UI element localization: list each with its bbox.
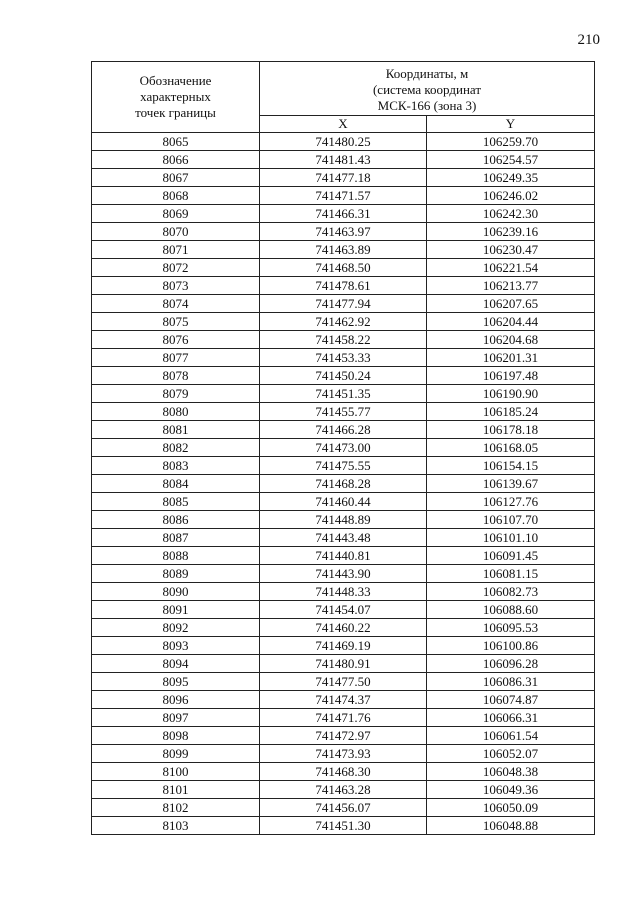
table-row [92,691,595,709]
coordinates-table [91,61,595,835]
x-coordinate-cell: 741473.00 [260,439,427,457]
x-coordinate-cell: 741468.28 [260,475,427,493]
y-coordinate-cell: 106050.09 [427,799,595,817]
page-number: 210 [577,32,600,48]
y-coordinate-cell: 106168.05 [427,439,595,457]
y-coordinate-cell: 106082.73 [427,583,595,601]
x-coordinate-cell: 741469.19 [260,637,427,655]
point-id-cell: 8090 [92,583,260,601]
x-coordinate-cell: 741462.92 [260,313,427,331]
point-id-cell: 8101 [92,781,260,799]
table-row [92,799,595,817]
x-coordinate-cell: 741458.22 [260,331,427,349]
points-header-label: Обозначение характерных точек границы [135,73,216,120]
table-row [92,583,595,601]
point-id-cell: 8084 [92,475,260,493]
table-row [92,763,595,781]
y-coordinate-cell: 106091.45 [427,547,595,565]
x-column-header: X [260,116,427,133]
y-coordinate-cell: 106107.70 [427,511,595,529]
point-id-cell: 8075 [92,313,260,331]
table-row [92,295,595,313]
x-coordinate-cell: 741453.33 [260,349,427,367]
y-coordinate-cell: 106048.38 [427,763,595,781]
x-coordinate-cell: 741480.91 [260,655,427,673]
table-row [92,655,595,673]
x-coordinate-cell: 741477.94 [260,295,427,313]
table-row [92,205,595,223]
x-coordinate-cell: 741451.35 [260,385,427,403]
table-row [92,403,595,421]
x-coordinate-cell: 741471.57 [260,187,427,205]
y-coordinate-cell: 106127.76 [427,493,595,511]
y-coordinate-cell: 106190.90 [427,385,595,403]
table-row [92,349,595,367]
y-coordinate-cell: 106139.67 [427,475,595,493]
table-row [92,493,595,511]
point-id-cell: 8083 [92,457,260,475]
point-id-cell: 8067 [92,169,260,187]
x-coordinate-cell: 741443.90 [260,565,427,583]
point-id-cell: 8098 [92,727,260,745]
point-id-cell: 8087 [92,529,260,547]
table-row [92,475,595,493]
point-id-cell: 8085 [92,493,260,511]
y-coordinate-cell: 106101.10 [427,529,595,547]
point-id-cell: 8065 [92,133,260,151]
y-coordinate-cell: 106061.54 [427,727,595,745]
x-coordinate-cell: 741474.37 [260,691,427,709]
x-coordinate-cell: 741468.30 [260,763,427,781]
point-id-cell: 8073 [92,277,260,295]
table-row [92,709,595,727]
point-id-cell: 8071 [92,241,260,259]
table-body [92,133,595,835]
table-row [92,565,595,583]
x-coordinate-cell: 741466.31 [260,205,427,223]
point-id-cell: 8080 [92,403,260,421]
y-column-header: Y [427,116,595,133]
y-coordinate-cell: 106213.77 [427,277,595,295]
y-coordinate-cell: 106197.48 [427,367,595,385]
y-coordinate-cell: 106239.16 [427,223,595,241]
point-id-cell: 8102 [92,799,260,817]
y-coordinate-cell: 106185.24 [427,403,595,421]
point-id-cell: 8097 [92,709,260,727]
y-coordinate-cell: 106259.70 [427,133,595,151]
y-coordinate-cell: 106242.30 [427,205,595,223]
x-coordinate-cell: 741463.28 [260,781,427,799]
table-row [92,529,595,547]
table-row [92,511,595,529]
table-row [92,601,595,619]
x-coordinate-cell: 741468.50 [260,259,427,277]
x-coordinate-cell: 741460.22 [260,619,427,637]
x-coordinate-cell: 741455.77 [260,403,427,421]
y-coordinate-cell: 106100.86 [427,637,595,655]
y-coordinate-cell: 106048.88 [427,817,595,835]
point-id-cell: 8069 [92,205,260,223]
y-coordinate-cell: 106066.31 [427,709,595,727]
point-id-cell: 8079 [92,385,260,403]
table-row [92,241,595,259]
table-row [92,619,595,637]
table-row [92,439,595,457]
x-coordinate-cell: 741450.24 [260,367,427,385]
y-coordinate-cell: 106178.18 [427,421,595,439]
table-row [92,313,595,331]
y-coordinate-cell: 106052.07 [427,745,595,763]
table-row [92,385,595,403]
point-id-cell: 8078 [92,367,260,385]
point-id-cell: 8099 [92,745,260,763]
y-coordinate-cell: 106049.36 [427,781,595,799]
x-coordinate-cell: 741477.50 [260,673,427,691]
y-coordinate-cell: 106086.31 [427,673,595,691]
table-row [92,457,595,475]
point-id-cell: 8070 [92,223,260,241]
point-id-cell: 8091 [92,601,260,619]
x-coordinate-cell: 741451.30 [260,817,427,835]
point-id-cell: 8103 [92,817,260,835]
point-id-cell: 8094 [92,655,260,673]
y-coordinate-cell: 106254.57 [427,151,595,169]
y-coordinate-cell: 106230.47 [427,241,595,259]
y-coordinate-cell: 106221.54 [427,259,595,277]
point-id-cell: 8068 [92,187,260,205]
table-row [92,745,595,763]
table-row [92,637,595,655]
x-coordinate-cell: 741463.89 [260,241,427,259]
point-id-cell: 8066 [92,151,260,169]
x-coordinate-cell: 741480.25 [260,133,427,151]
table-row [92,133,595,151]
point-id-cell: 8074 [92,295,260,313]
coordinates-header-label: Координаты, м (система координат МСК-166 (зона 3) [372,66,482,113]
table-row [92,817,595,835]
y-coordinate-cell: 106204.44 [427,313,595,331]
point-id-cell: 8088 [92,547,260,565]
table-row [92,421,595,439]
table-row [92,169,595,187]
y-coordinate-cell: 106096.28 [427,655,595,673]
x-coordinate-cell: 741456.07 [260,799,427,817]
y-coordinate-cell: 106207.65 [427,295,595,313]
table-row [92,673,595,691]
x-coordinate-cell: 741472.97 [260,727,427,745]
point-id-cell: 8093 [92,637,260,655]
x-coordinate-cell: 741443.48 [260,529,427,547]
y-coordinate-cell: 106249.35 [427,169,595,187]
table-row [92,367,595,385]
point-id-cell: 8096 [92,691,260,709]
y-coordinate-cell: 106088.60 [427,601,595,619]
table-row [92,259,595,277]
x-coordinate-cell: 741466.28 [260,421,427,439]
x-coordinate-cell: 741471.76 [260,709,427,727]
table-row [92,223,595,241]
table-row [92,187,595,205]
point-id-cell: 8072 [92,259,260,277]
point-id-cell: 8076 [92,331,260,349]
x-coordinate-cell: 741460.44 [260,493,427,511]
point-id-cell: 8082 [92,439,260,457]
y-coordinate-cell: 106154.15 [427,457,595,475]
x-coordinate-cell: 741477.18 [260,169,427,187]
y-coordinate-cell: 106074.87 [427,691,595,709]
table-row [92,151,595,169]
point-id-cell: 8092 [92,619,260,637]
x-coordinate-cell: 741448.33 [260,583,427,601]
point-id-cell: 8077 [92,349,260,367]
table-row [92,727,595,745]
x-coordinate-cell: 741440.81 [260,547,427,565]
x-coordinate-cell: 741478.61 [260,277,427,295]
x-coordinate-cell: 741473.93 [260,745,427,763]
points-column-header [92,62,260,133]
table-row [92,331,595,349]
point-id-cell: 8089 [92,565,260,583]
x-coordinate-cell: 741463.97 [260,223,427,241]
point-id-cell: 8081 [92,421,260,439]
x-coordinate-cell: 741481.43 [260,151,427,169]
y-coordinate-cell: 106246.02 [427,187,595,205]
y-coordinate-cell: 106201.31 [427,349,595,367]
table-row [92,781,595,799]
table-row [92,277,595,295]
y-coordinate-cell: 106204.68 [427,331,595,349]
coordinates-column-header [260,62,595,116]
point-id-cell: 8086 [92,511,260,529]
table-row [92,547,595,565]
point-id-cell: 8095 [92,673,260,691]
y-coordinate-cell: 106095.53 [427,619,595,637]
x-coordinate-cell: 741475.55 [260,457,427,475]
y-coordinate-cell: 106081.15 [427,565,595,583]
point-id-cell: 8100 [92,763,260,781]
x-coordinate-cell: 741448.89 [260,511,427,529]
x-coordinate-cell: 741454.07 [260,601,427,619]
